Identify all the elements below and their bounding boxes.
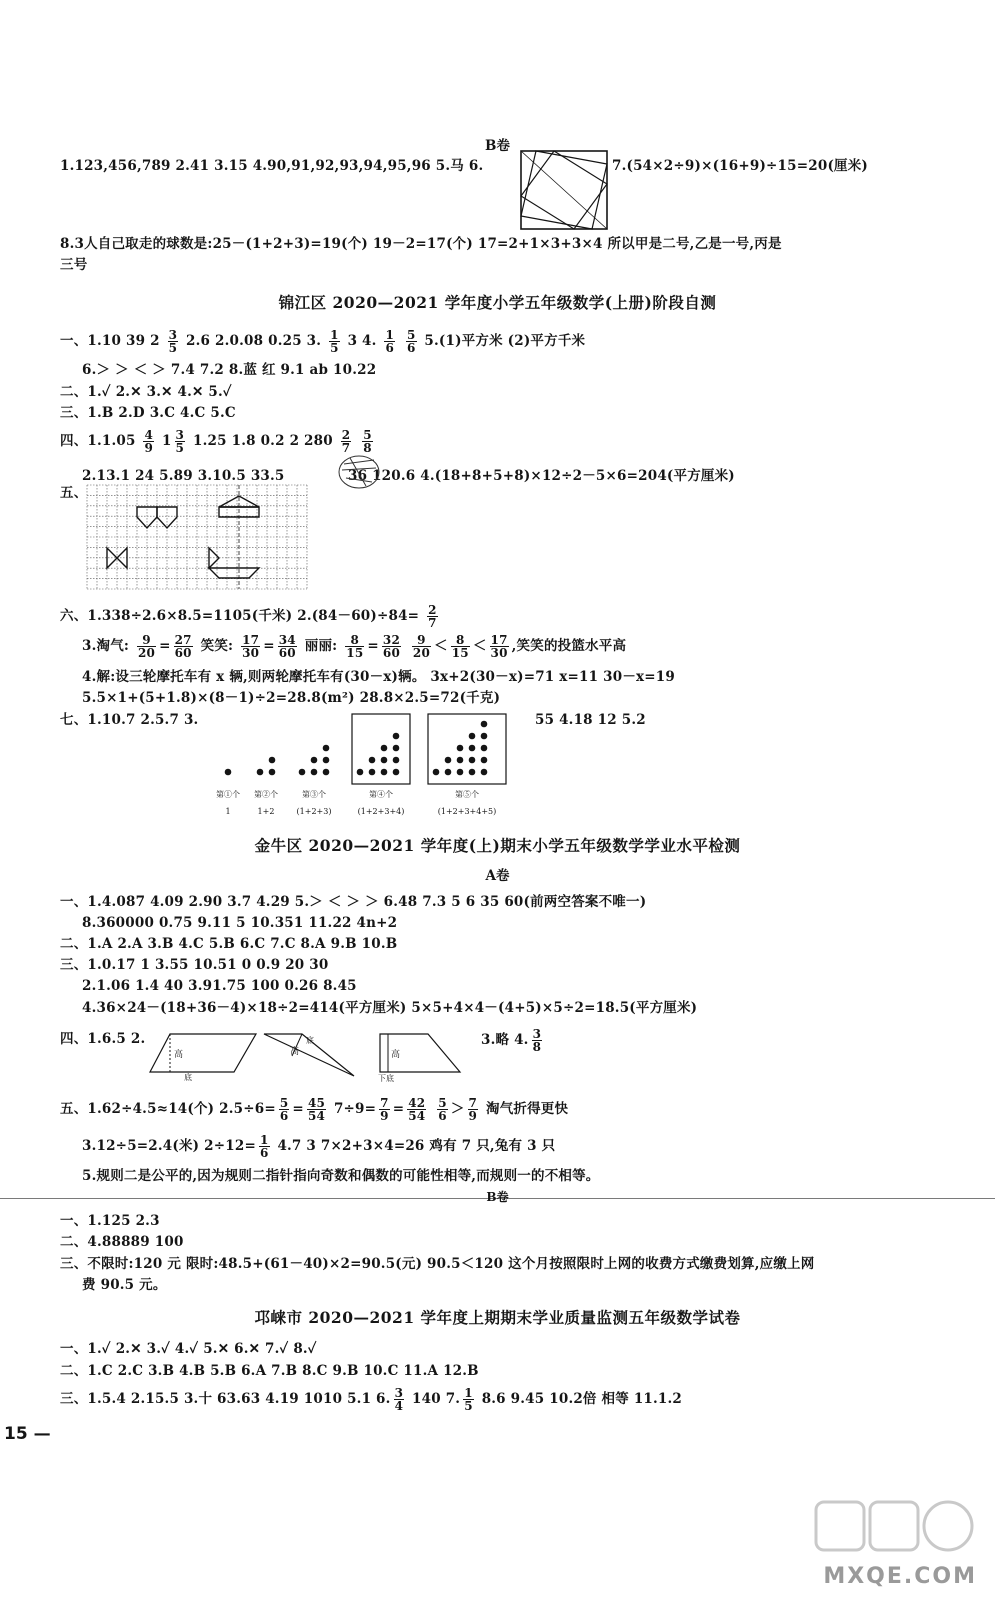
fraction: $\frac{8}{15}$ [451,633,469,660]
pattern-dot [457,757,464,764]
fraction: $\frac{17}{30}$ [490,633,508,660]
jinjiang-s4-line2-a: 2.13.1 24 5.89 3.10.5 33.5 [82,468,285,484]
pattern-dot [457,745,464,752]
fraction: $\frac{5}{6}$ [406,328,416,355]
dot-group-sum: (1+2+3) [296,807,332,816]
jinniu-s4-a: 四、1.6.5 2. [60,1031,146,1047]
pattern-dot [311,757,318,764]
jinjiang-s1-line1: 一、1.10 39 2 $\frac{3}{5}$ 2.6 2.0.08 0.25 3. $\frac{1}{5}$ 3 4. $\frac{1}{6}$ $\frac{5}{6}$ 5.(1)平方米 (2)平方千米 [60,328,586,355]
fraction: $\frac{1}{6}$ [259,1133,269,1160]
pattern-dot [357,769,364,776]
jinjiang-s6-3: 3.淘气: $\frac{9}{20}$ = $\frac{27}{60}$ 笑笑: $\frac{17}{30}$ = $\frac{34}{60}$ 丽丽: $\frac{8}{15}$ = $\frac{32}{60}$ $\frac{9}{20}$ ＜ $\frac{8}{15}$ ＜ $\frac{17}{30}$ ,笑笑的投篮水平高 [82,633,627,660]
jinniu-title: 金牛区 2020—2021 学年度(上)期末小学五年级数学学业水平检测 [254,836,741,855]
fraction: $\frac{9}{20}$ [137,633,156,660]
pattern-dot [445,757,452,764]
pattern-dot [469,733,476,740]
base-label: 底 [306,1036,314,1045]
pattern-dot [457,769,464,776]
fraction: $\frac{1}{6}$ [385,328,395,355]
parallelogram-height-figure [148,1030,258,1080]
jinjiang-s7-b: 55 4.18 12 5.2 [535,712,646,728]
fraction: $\frac{27}{60}$ [174,633,192,660]
pattern-dot [381,757,388,764]
jinniu-a-heading: A卷 [485,868,510,884]
jinjiang-s5-label: 五、 [60,485,88,501]
b-section-heading: B卷 [485,138,510,154]
jinjiang-s7-a: 七、1.10.7 2.5.7 3. [60,712,199,728]
jinniu-s4-b: 3.略 4. $\frac{3}{8}$ [481,1027,542,1054]
pattern-dot [381,745,388,752]
jinjiang-s4-line2-b: 36 120.6 4.(18+8+5+8)×12÷2－5×6=204(平方厘米) [348,468,735,484]
b-section-line1-right: 7.(54×2÷9)×(16+9)÷15=20(厘米) [612,158,869,174]
qionglai-s3: 三、1.5.4 2.15.5 3.十 63.63 4.19 1010 5.1 6. $\frac{3}{4}$ 140 7. $\frac{1}{5}$ 8.6 9.45 10.2倍 相等 11.1.2 [60,1386,683,1413]
pattern-dot [323,757,330,764]
pattern-dot [433,769,440,776]
jinjiang-s6-1: 六、1.338÷2.6×8.5=1105(千米) 2.(84－60)÷84= $\frac{2}{7}$ [60,603,437,630]
jinjiang-s2: 二、1.✓ 2.✕ 3.✕ 4.✕ 5.✓ [60,384,232,400]
grid-shape [209,568,259,578]
pattern-dot [323,745,330,752]
dot-group-sum: (1+2+3+4+5) [437,807,497,816]
jinjiang-s4-line1: 四、1.1.05 $\frac{4}{9}$ 1 $\frac{3}{5}$ 1.25 1.8 0.2 2 280 $\frac{2}{7}$ $\frac{5}{8}$ [60,428,372,455]
jinniu-b2: 二、4.88889 100 [60,1234,184,1250]
lower-base-label: 下底 [378,1074,394,1083]
fraction: $\frac{7}{9}$ [468,1096,478,1123]
pattern-dot [369,757,376,764]
pattern-dot [381,769,388,776]
pattern-dot [369,769,376,776]
dot-pattern-figure [200,710,530,820]
pattern-dot [269,769,276,776]
jinniu-s3-line2: 2.1.06 1.4 40 3.91.75 100 0.26 8.45 [82,978,357,994]
dot-group-sum: (1+2+3+4) [357,807,405,816]
dot-group-label: 第③个 [302,790,326,799]
pattern-dot [299,769,306,776]
pattern-dot [257,769,264,776]
qionglai-s1: 一、1.✓ 2.✕ 3.✓ 4.✓ 5.✕ 6.✕ 7.✓ 8.✓ [60,1341,317,1357]
fraction: $\frac{3}{5}$ [168,328,178,355]
fraction: $\frac{17}{30}$ [242,633,260,660]
pattern-dot [481,721,488,728]
pattern-dot [469,757,476,764]
pattern-dot [269,757,276,764]
pattern-dot [393,757,400,764]
watermark-text: MXQE.COM [823,1564,977,1589]
jinjiang-s1-line2: 6.＞ ＞ ＜ ＞ 7.4 7.2 8.蓝 红 9.1 ab 10.22 [82,362,377,378]
fraction: $\frac{32}{60}$ [382,633,400,660]
pattern-dot [481,757,488,764]
jinjiang-s6-5: 5.5×1+(5+1.8)×(8－1)÷2=28.8(m²) 28.8×2.5=72(千克) [82,690,501,706]
square-nested-diagram [520,150,608,230]
dot-group-sum: 1 [225,807,231,816]
fraction: $\frac{3}{8}$ [532,1027,542,1054]
grid-symmetry-figure [85,484,310,590]
qionglai-s2: 二、1.C 2.C 3.B 4.B 5.B 6.A 7.B 8.C 9.B 10.C 11.A 12.B [60,1363,479,1379]
pattern-dot [393,769,400,776]
fraction: $\frac{5}{6}$ [279,1096,289,1123]
pattern-dot [481,745,488,752]
dot-group-sum: 1+2 [257,807,275,816]
page-number: 15 — [4,1424,51,1444]
fraction: $\frac{9}{20}$ [412,633,431,660]
jinjiang-title: 锦江区 2020—2021 学年度小学五年级数学(上册)阶段自测 [278,293,717,312]
pattern-dot [393,745,400,752]
pattern-dot [481,733,488,740]
fraction: $\frac{2}{7}$ [341,428,351,455]
pattern-dot [323,769,330,776]
fraction: $\frac{3}{4}$ [394,1386,404,1413]
fraction: $\frac{8}{15}$ [346,633,364,660]
qionglai-title: 邛崃市 2020—2021 学年度上期期末学业质量监测五年级数学试卷 [254,1308,741,1327]
pattern-dot [445,769,452,776]
dot-group-label: 第②个 [254,790,278,799]
fraction: $\frac{45}{54}$ [307,1096,326,1123]
dot-group-label: 第⑤个 [455,790,479,799]
jinniu-s5-line5: 5.规则二是公平的,因为规则二指针指向奇数和偶数的可能性相等,而规则一的不相等。 [82,1168,600,1184]
pattern-dot [481,769,488,776]
fraction: $\frac{4}{9}$ [144,428,154,455]
height-label: 高 [290,1047,300,1057]
jinniu-b3-line2: 费 90.5 元。 [82,1277,167,1293]
fraction: $\frac{5}{6}$ [438,1096,447,1123]
jinniu-s5-line1: 五、1.62÷4.5≈14(个) 2.5÷6= $\frac{5}{6}$ = $\frac{45}{54}$ 7÷9= $\frac{7}{9}$ = $\frac{42}{54}$ $\frac{5}{6}$ ＞ $\frac{7}{9}$ 淘气折得更快 [60,1096,569,1123]
pattern-dot [225,769,232,776]
fraction: $\frac{2}{7}$ [428,603,437,630]
fraction: $\frac{42}{54}$ [408,1096,426,1123]
jinjiang-s3: 三、1.B 2.D 3.C 4.C 5.C [60,405,236,421]
jinniu-s1-line1: 一、1.4.087 4.09 2.90 3.7 4.29 5.＞ ＜ ＞ ＞ 6.48 7.3 5 6 35 60(前两空答案不唯一) [60,894,647,910]
pattern-dot [469,745,476,752]
pattern-dot [393,733,400,740]
jinniu-b-heading: B卷 [486,1190,509,1204]
trapezoid-height-figure [376,1030,464,1082]
pattern-dot [311,769,318,776]
dot-group-label: 第①个 [216,790,240,799]
fraction: $\frac{1}{5}$ [330,328,339,355]
pattern-dot [469,769,476,776]
jinniu-s5-line3: 3.12÷5=2.4(米) 2÷12= $\frac{1}{6}$ 4.7 3 7×2+3×4=26 鸡有 7 只,兔有 3 只 [82,1133,556,1160]
pen-scribble-mark [336,452,382,492]
jinniu-s2: 二、1.A 2.A 3.B 4.C 5.B 6.C 7.C 8.A 9.B 10.B [60,936,398,952]
b-section-line3: 三号 [60,257,88,273]
b-section-line2: 8.3人自己取走的球数是:25－(1+2+3)=19(个) 19－2=17(个) 17=2+1×3+3×4 所以甲是二号,乙是一号,丙是 [60,236,782,252]
base-label: 底 [184,1073,192,1082]
dot-group-box [428,714,506,784]
jinniu-b3: 三、不限时:120 元 限时:48.5+(61－40)×2=90.5(元) 90.5＜120 这个月按照限时上网的收费方式缴费划算,应缴上网 [60,1256,815,1272]
fraction: $\frac{1}{5}$ [464,1386,473,1413]
fraction: $\frac{3}{5}$ [175,428,185,455]
jinjiang-s6-4: 4.解:设三轮摩托车有 x 辆,则两轮摩托车有(30－x)辆。 3x+2(30－x)=71 x=11 30－x=19 [82,669,675,685]
fraction: $\frac{7}{9}$ [380,1096,389,1123]
jinniu-b1: 一、1.125 2.3 [60,1213,160,1229]
height-label: 高 [391,1050,401,1060]
dot-group-label: 第④个 [369,790,393,799]
fraction: $\frac{34}{60}$ [278,633,296,660]
jinniu-s3-line3: 4.36×24－(18+36－4)×18÷2=414(平方厘米) 5×5+4×4－(4+5)×5÷2=18.5(平方厘米) [82,1000,698,1016]
fraction: $\frac{5}{8}$ [363,428,372,455]
triangle-height-figure [262,1030,357,1080]
jinniu-s3-line1: 三、1.0.17 1 3.55 10.51 0 0.9 20 30 [60,957,329,973]
b-section-line1: 1.123,456,789 2.41 3.15 4.90,91,92,93,94,95,96 5.马 6. [60,158,484,174]
height-label: 高 [174,1050,184,1060]
jinniu-s1-line2: 8.360000 0.75 9.11 5 10.351 11.22 4n+2 [82,915,398,931]
